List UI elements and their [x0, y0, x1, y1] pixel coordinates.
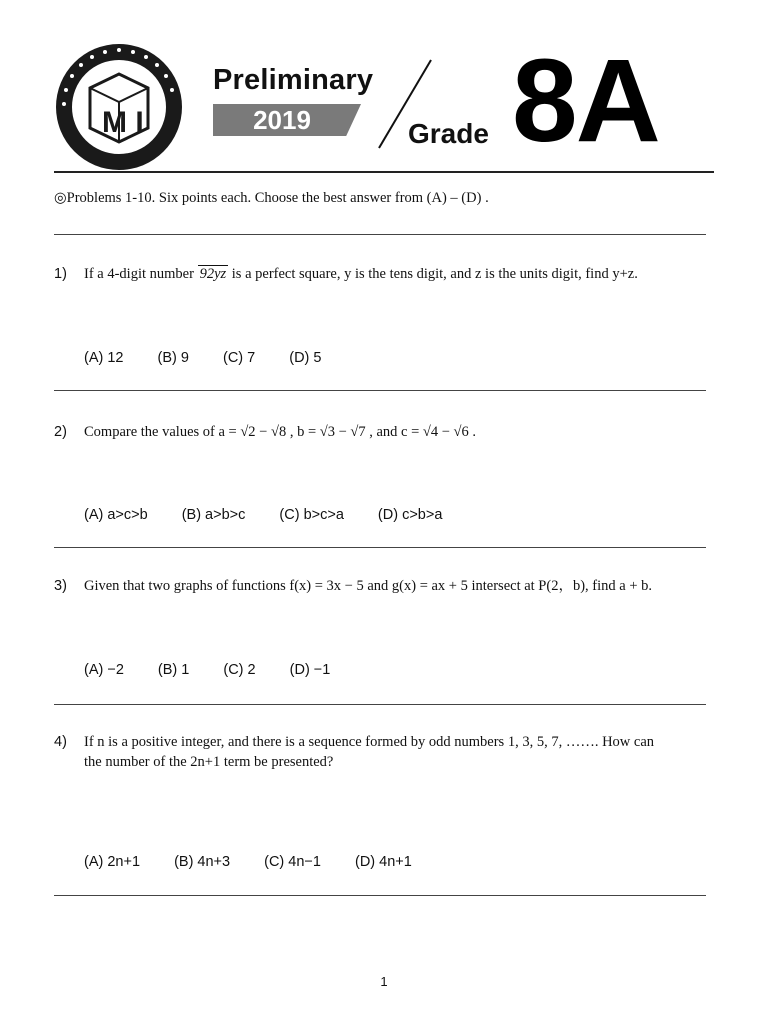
- choice-a[interactable]: (A) 12: [84, 350, 124, 366]
- instructions: ◎Problems 1-10. Six points each. Choose the best answer from (A) – (D) .: [54, 190, 489, 206]
- choice-c[interactable]: (C) 4n−1: [264, 854, 321, 870]
- question-number: 4): [54, 734, 67, 750]
- choice-d[interactable]: (D) 5: [289, 350, 322, 366]
- question-text: If a 4-digit number 92yz is a perfect square, y is the tens digit, and z is the units digit, find y+z.: [84, 266, 638, 282]
- choice-d[interactable]: (D) c>b>a: [377, 507, 443, 523]
- digit-overline: 92yz: [199, 266, 227, 282]
- choices-2: [84, 507, 472, 523]
- choice-a[interactable]: (A) a>c>b: [84, 507, 148, 523]
- choice-c[interactable]: (C) 2: [223, 662, 256, 678]
- choice-b[interactable]: (B) 4n+3: [174, 854, 231, 870]
- question-number: 1): [54, 266, 67, 282]
- choice-b[interactable]: (B) 1: [157, 662, 190, 678]
- choice-b[interactable]: (B) a>b>c: [181, 507, 246, 523]
- choice-a[interactable]: (A) 2n+1: [84, 854, 141, 870]
- question-number: 2): [54, 424, 67, 440]
- choice-d[interactable]: (D) 4n+1: [354, 854, 412, 870]
- section-divider: [54, 390, 706, 391]
- section-divider: [54, 547, 706, 548]
- section-divider: [54, 234, 706, 235]
- choice-c[interactable]: (C) b>c>a: [279, 507, 344, 523]
- exam-year: 2019: [253, 105, 311, 135]
- exam-title: Preliminary: [213, 64, 374, 96]
- question-text-line-1: If n is a positive integer, and there is a sequence formed by odd numbers 1, 3, 5, 7, ……. How can: [84, 734, 655, 750]
- section-divider: [54, 704, 706, 705]
- section-divider: [54, 895, 706, 896]
- choice-b[interactable]: (B) 9: [157, 350, 189, 366]
- choice-d[interactable]: (D) −1: [289, 662, 331, 678]
- question-text: Given that two graphs of functions f(x) = 3x − 5 and g(x) = ax + 5 intersect at P(2，b), find a + b.: [84, 578, 652, 594]
- choices-1: [84, 350, 351, 366]
- question-text-line-2: the number of the 2n+1 term be presented?: [84, 754, 334, 770]
- wmi-logo: [54, 42, 184, 172]
- logo-letters: M I: [102, 106, 144, 139]
- grade-level: 8A: [512, 35, 659, 167]
- choices-3: [84, 662, 360, 678]
- page-number: 1: [380, 974, 388, 989]
- question-text: Compare the values of a = √2 − √8 , b = √3 − √7 , and c = √4 − √6 .: [84, 424, 476, 440]
- question-number: 3): [54, 578, 67, 594]
- choices-4: [84, 854, 442, 870]
- question-text: [84, 732, 714, 772]
- grade-label: Grade: [408, 118, 489, 149]
- choice-c[interactable]: (C) 7: [222, 350, 256, 366]
- choice-a[interactable]: (A) −2: [84, 662, 124, 678]
- header-rule: [54, 171, 714, 173]
